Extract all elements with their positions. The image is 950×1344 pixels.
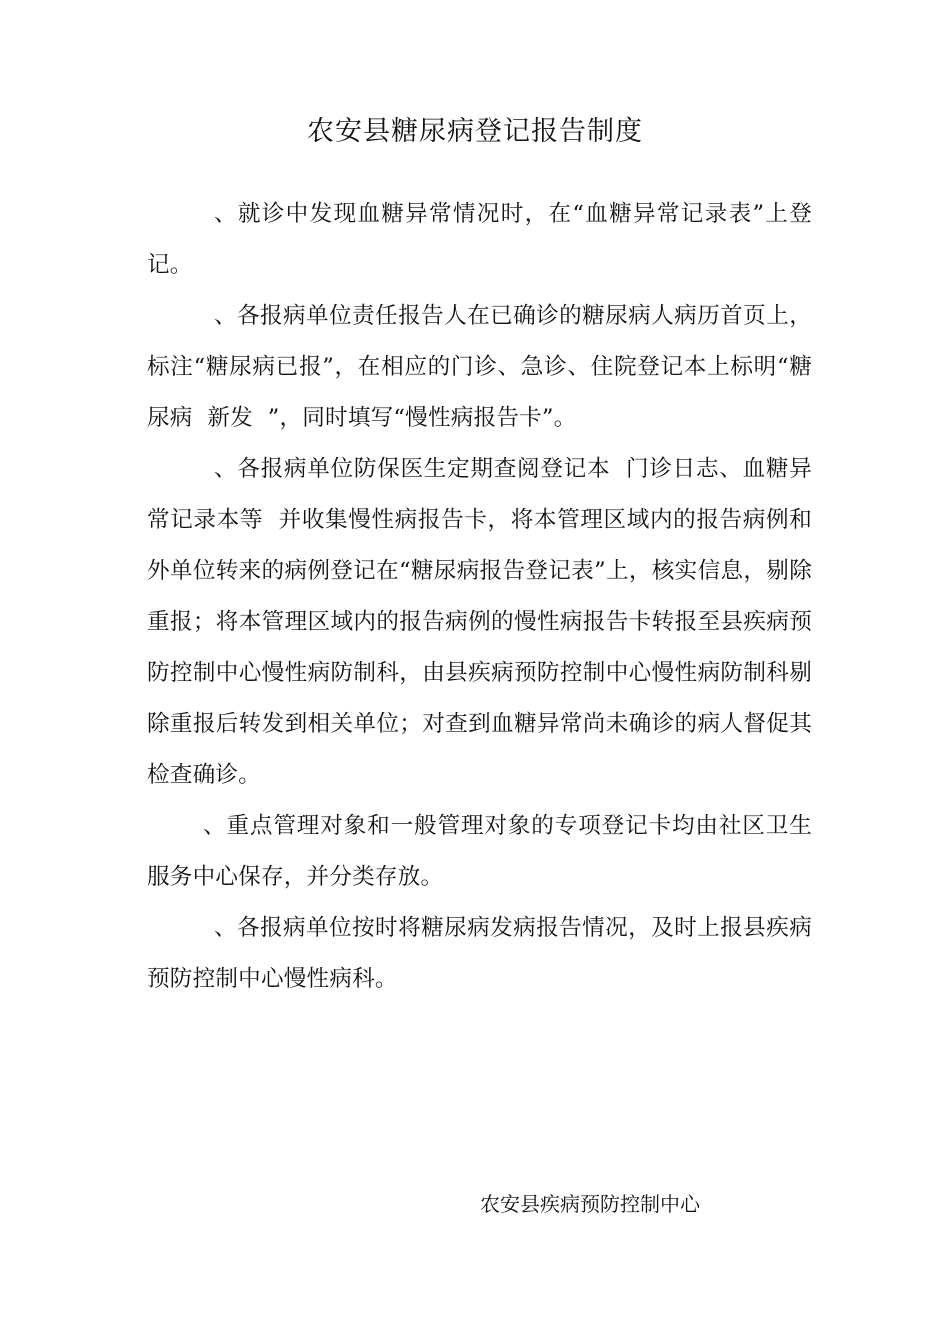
paragraph-4: 、重点管理对象和一般管理对象的专项登记卡均由社区卫生服务中心保存，并分类存放。 [147, 813, 812, 890]
document-body [147, 189, 812, 1005]
paragraph-2: 、各报病单位责任报告人在已确诊的糖尿病人病历首页上，标注“糖尿病已报”，在相应的门诊、急诊、住院登记本上标明“糖尿病 新发 ”，同时填写“慢性病报告卡”。 [147, 303, 812, 431]
paragraph-3: 、各报病单位防保医生定期查阅登记本 门诊日志、血糖异常记录本等 并收集慢性病报告卡，将本管理区域内的报告病例和外单位转来的病例登记在“糖尿病报告登记表”上，核实信息，剔除重报；将本管理区域内的报告病例的慢性病报告卡转报至县疾病预防控制中心慢性病防制科，由县疾病预防控制中心慢性病防制科剔除重报后转发到相关单位；对查到血糖异常尚未确诊的病人督促其检查确诊。 [147, 456, 812, 788]
issuer-signature: 农安县疾病预防控制中心 [480, 1192, 700, 1216]
paragraph-1: 、就诊中发现血糖异常情况时，在“血糖异常记录表”上登记。 [147, 201, 812, 278]
paragraph-5: 、各报病单位按时将糖尿病发病报告情况，及时上报县疾病预防控制中心慢性病科。 [147, 915, 812, 992]
document-title: 农安县糖尿病登记报告制度 [307, 116, 643, 147]
